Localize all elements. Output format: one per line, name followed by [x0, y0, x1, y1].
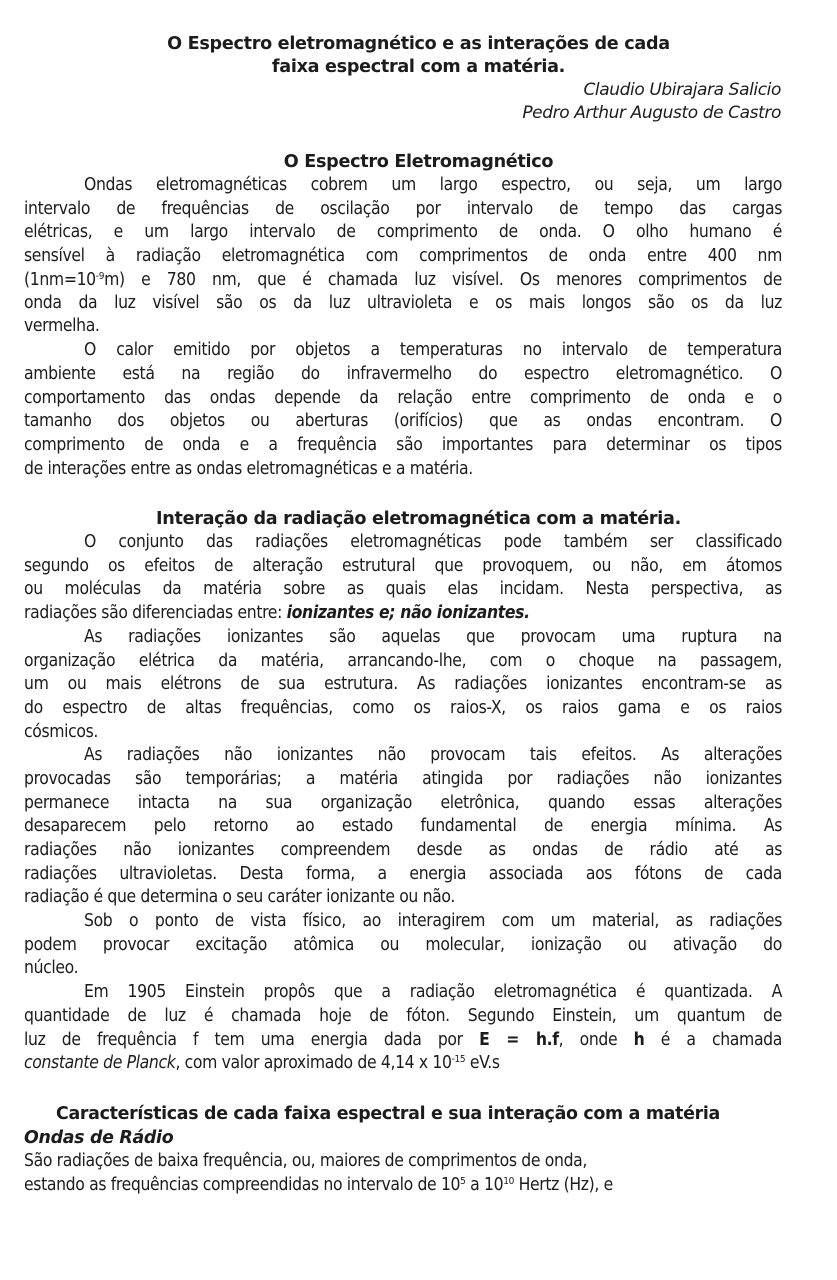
paragraph-line: Sob o ponto de vista físico, ao interagirem com um material, as radiações	[84, 911, 782, 931]
document-title-line-2: faixa espectral com a matéria.	[271, 57, 566, 77]
paragraph-line: organização elétrica da matéria, arrancando-lhe, com o choque na passagem,	[24, 651, 782, 671]
paragraph-line: do espectro de altas frequências, como os raios-X, os raios gama e os raios	[24, 698, 782, 718]
paragraph-line: São radiações de baixa frequência, ou, maiores de comprimentos de onda,	[24, 1151, 588, 1171]
text-span: a 10	[465, 1175, 504, 1195]
paragraph-line: núcleo.	[24, 958, 79, 978]
text-span: (1nm=10	[24, 270, 96, 290]
paragraph-line: quantidade de luz é chamada hoje de fóton. Segundo Einstein, um quantum de	[24, 1006, 782, 1026]
section-heading-espectro: O Espectro Eletromagnético	[283, 152, 554, 172]
paragraph-line	[24, 1028, 782, 1052]
author-1: Claudio Ubirajara Salicio	[583, 80, 781, 100]
text-span: , com valor aproximado de 4,14 x 10	[175, 1053, 452, 1073]
document-title-line-1: O Espectro eletromagnético e as interações de cada	[167, 34, 670, 54]
paragraph-line	[24, 601, 782, 625]
paragraph-line: sensível à radiação eletromagnética com comprimentos de onda entre 400 nm	[24, 246, 782, 266]
paragraph-line: permanece intacta na sua organização eletrônica, quando essas alterações	[24, 793, 782, 813]
symbol-h: h	[633, 1030, 645, 1050]
paragraph-line: O conjunto das radiações eletromagnéticas pode também ser classificado	[84, 532, 782, 552]
paragraph-line: comportamento das ondas depende da relação entre comprimento de onda e o	[24, 388, 782, 408]
superscript: -9	[95, 271, 105, 282]
text-span: radiações são diferenciadas entre:	[24, 603, 287, 623]
text-span: , onde	[558, 1030, 634, 1050]
superscript: 5	[460, 1176, 466, 1187]
paragraph-line: segundo os efeitos de alteração estrutural que provoquem, ou não, em átomos	[24, 556, 782, 576]
paragraph-line: um ou mais elétrons de sua estrutura. As radiações ionizantes encontram-se as	[24, 674, 782, 694]
paragraph-line: comprimento de onda e a frequência são importantes para determinar os tipos	[24, 435, 782, 455]
paragraph-line: tamanho dos objetos ou aberturas (orifícios) que as ondas encontram. O	[24, 411, 782, 431]
author-2: Pedro Arthur Augusto de Castro	[522, 103, 781, 123]
paragraph-line: cósmicos.	[24, 722, 99, 742]
paragraph-line	[24, 1051, 782, 1075]
text-span: luz de frequência f tem uma energia dada por	[24, 1030, 480, 1050]
superscript: 10	[503, 1176, 514, 1187]
paragraph-line: radiações ultravioletas. Desta forma, a energia associada aos fótons de cada	[24, 864, 782, 884]
paragraph-line	[24, 268, 782, 292]
paragraph-line: desaparecem pelo retorno ao estado fundamental de energia mínima. As	[24, 816, 782, 836]
text-span: Hertz (Hz), e	[513, 1175, 613, 1195]
paragraph-line: de interações entre as ondas eletromagnéticas e a matéria.	[24, 459, 473, 479]
paragraph-line: provocadas são temporárias; a matéria atingida por radiações não ionizantes	[24, 769, 782, 789]
paragraph-line: radiações não ionizantes compreendem desde as ondas de rádio até as	[24, 840, 782, 860]
paragraph-line: vermelha.	[24, 316, 100, 336]
text-span: eV.s	[465, 1053, 500, 1073]
paragraph-line: intervalo de frequências de oscilação por intervalo de tempo das cargas	[24, 199, 782, 219]
paragraph-line: radiação é que determina o seu caráter ionizante ou não.	[24, 887, 455, 907]
paragraph-line: ambiente está na região do infravermelho do espectro eletromagnético. O	[24, 364, 782, 384]
paragraph-line: O calor emitido por objetos a temperaturas no intervalo de temperatura	[84, 340, 782, 360]
paragraph-line: As radiações ionizantes são aquelas que provocam uma ruptura na	[84, 627, 782, 647]
section-heading-caracteristicas: Características de cada faixa espectral e sua interação com a matéria	[56, 1104, 720, 1124]
text-span: m) e 780 nm, que é chamada luz visível. Os menores comprimentos de	[104, 270, 782, 290]
section-heading-interacao: Interação da radiação eletromagnética com a matéria.	[155, 509, 681, 529]
paragraph-line: ou moléculas da matéria sobre as quais elas incidam. Nesta perspectiva, as	[24, 579, 782, 599]
text-span: é a chamada	[644, 1030, 783, 1050]
subheading-ondas-de-radio: Ondas de Rádio	[24, 1128, 174, 1148]
paragraph-line: onda da luz visível são os da luz ultravioleta e os mais longos são os da luz	[24, 293, 782, 313]
superscript: -15	[451, 1054, 466, 1065]
paragraph-line: Ondas eletromagnéticas cobrem um largo espectro, ou seja, um largo	[84, 175, 782, 195]
paragraph-line: podem provocar excitação atômica ou molecular, ionização ou ativação do	[24, 935, 782, 955]
paragraph-line	[24, 1173, 782, 1197]
text-span: estando as frequências compreendidas no intervalo de 10	[24, 1175, 461, 1195]
formula-text: E = h.f	[479, 1030, 559, 1050]
italic-term: constante de Planck	[24, 1053, 176, 1073]
paragraph-line: elétricas, e um largo intervalo de comprimento de onda. O olho humano é	[24, 222, 782, 242]
paragraph-line: As radiações não ionizantes não provocam tais efeitos. As alterações	[84, 745, 782, 765]
emphasis-text: ionizantes e; não ionizantes.	[286, 603, 530, 623]
paragraph-line: Em 1905 Einstein propôs que a radiação eletromagnética é quantizada. A	[84, 982, 782, 1002]
